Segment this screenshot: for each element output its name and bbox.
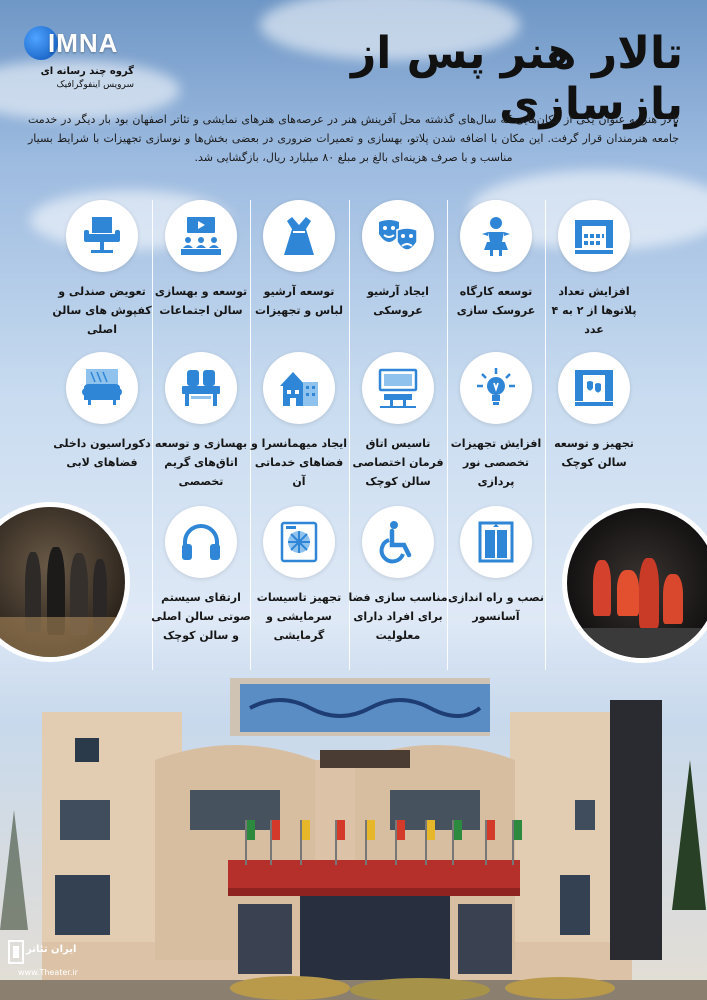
sofa-icon: [80, 366, 124, 410]
feature-label: تجهیز و توسعه سالن کوچک: [554, 437, 634, 469]
feature-item: [52, 352, 152, 502]
feature-item: [446, 506, 546, 656]
audience-screen-icon: [179, 214, 223, 258]
feature-item: [446, 200, 546, 350]
floor: [0, 617, 130, 662]
small-stage-icon: [572, 366, 616, 410]
feature-label: مناسب سازی فضا برای افراد دارای معلولیت: [348, 591, 448, 642]
performer-figure: [639, 558, 659, 628]
feature-item: [151, 506, 251, 656]
feature-item: [249, 200, 349, 350]
feature-item: [151, 200, 251, 350]
feature-label: ایجاد آرشیو عروسکی: [367, 285, 429, 317]
feature-label: تعویض صندلی و کفپوش های سالن اصلی: [52, 285, 152, 336]
stage-floor: [567, 628, 707, 663]
lightbulb-icon: [474, 366, 518, 410]
feature-label: تاسیس اتاق فرمان اختصاصی سالن کوچک: [352, 437, 444, 488]
feature-label: توسعه آرشیو لباس و تجهیزات: [255, 285, 343, 317]
feature-label: افزایش تجهیزات تخصصی نور پردازی: [450, 437, 542, 488]
feature-item: [151, 352, 251, 502]
feature-item: [249, 352, 349, 502]
performer-figure: [593, 560, 611, 616]
mannequin-icon: [474, 214, 518, 258]
logo-subtitle-1: گروه چند رسانه ای: [40, 66, 134, 77]
feature-label: ایجاد میهمانسرا و فضاهای خدماتی آن: [250, 437, 348, 488]
stage-icon: [572, 214, 616, 258]
theater-masks-icon: [376, 214, 420, 258]
lobby-photo: [0, 502, 130, 662]
makeup-room-icon: [179, 366, 223, 410]
hvac-icon: [277, 520, 321, 564]
feature-label: ارتقای سیستم صوتی سالن اصلی و سالن کوچک: [151, 591, 251, 642]
theater-url[interactable]: www.Theater.ir: [18, 968, 78, 977]
theater-logo-icon: [8, 940, 24, 964]
theater-building-illustration: [0, 670, 707, 1000]
guesthouse-icon: [277, 366, 321, 410]
intro-paragraph: تالار هنر به عنوان یکی از مکان‌هایی که سال‌های گذشته محل آفرینش هنر در عرصه‌های هنرهای نمایشی و تئاتر اصفهان بود بار دیگر در خدمت جامعه هنرمندان قرار گرفت. این مکان با اضافه شدن پلاتو، بهسازی و تعمیرات ضروری در بعضی بخش‌ها و نوسازی تجهیزات با شرایط بسیار مناسب و با صرف هزینه‌ای بالغ بر مبلغ ۸۰ میلیارد ریال، بازگشایی شد.: [28, 113, 679, 164]
logo-subtitle-2: سرویس اینفوگرافیک: [56, 80, 134, 90]
elevator-icon: [474, 520, 518, 564]
imna-logo-word: IMNA: [48, 28, 119, 58]
control-room-icon: [376, 366, 420, 410]
headphones-icon: [179, 520, 223, 564]
feature-label: توسعه و بهسازی سالن اجتماعات: [154, 285, 248, 317]
theater-logo-text: ایران تئاتر: [26, 944, 77, 955]
page-title: تالار هنر پس از بازسازی: [350, 28, 683, 130]
feature-label: تجهیز تاسیسات سرمایشی و گرمایشی: [256, 591, 342, 642]
feature-label: بهسازی و توسعه اتاق‌های گریم تخصصی: [154, 437, 248, 488]
feature-item: [446, 352, 546, 502]
feature-item: [348, 506, 448, 656]
feature-item: [348, 352, 448, 502]
feature-item: [544, 352, 644, 502]
performance-photo: [562, 503, 707, 663]
iran-theater-logo[interactable]: [8, 938, 88, 988]
feature-label: نصب و راه اندازی آسانسور: [448, 591, 544, 623]
feature-label: دکوراسیون داخلی فضاهای لابی: [53, 437, 151, 469]
performer-figure: [663, 574, 683, 624]
imna-logo[interactable]: [18, 26, 138, 96]
performer-figure: [617, 570, 639, 616]
feature-item: [52, 200, 152, 350]
dress-icon: [277, 214, 321, 258]
feature-item: [348, 200, 448, 350]
feature-item: [544, 200, 644, 350]
wheelchair-icon: [376, 520, 420, 564]
feature-label: توسعه کارگاه عروسک سازی: [456, 285, 536, 317]
feature-label: افزایش تعداد پلاتوها از ۲ به ۴ عدد: [551, 285, 637, 336]
chair-icon: [80, 214, 124, 258]
imna-logo-mark: [24, 26, 136, 60]
feature-item: [249, 506, 349, 656]
